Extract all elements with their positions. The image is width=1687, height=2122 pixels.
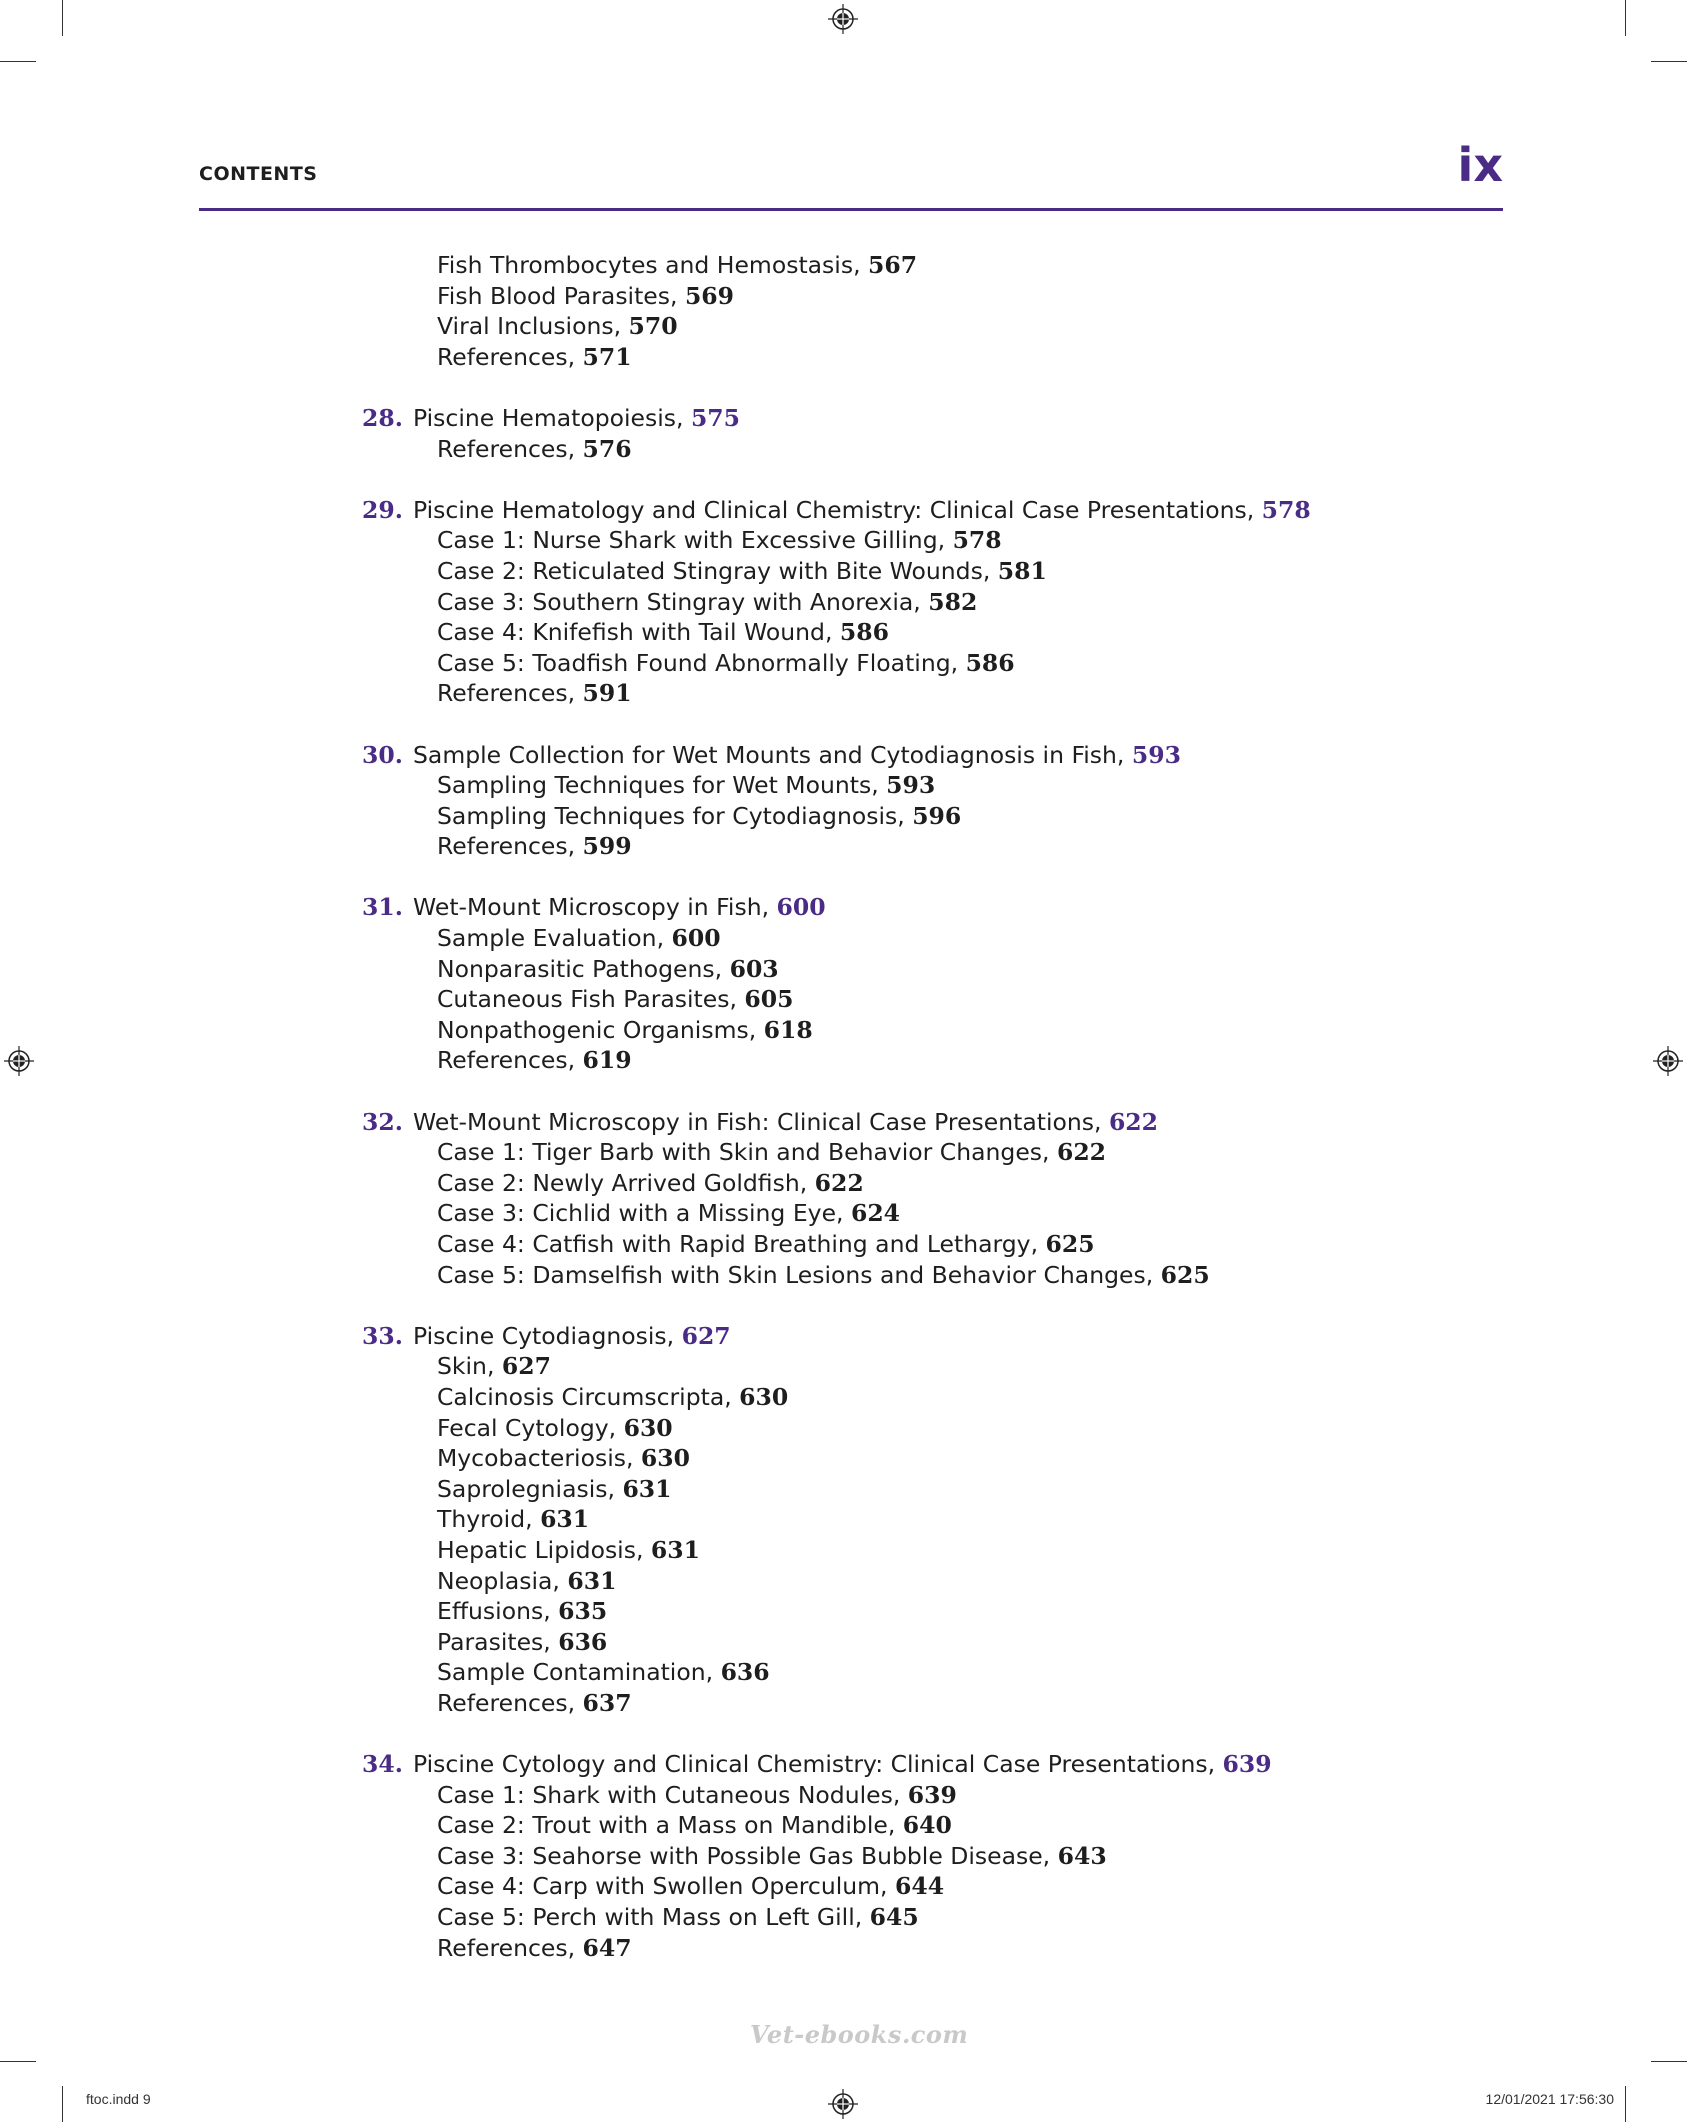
entry-page-number: 631 [650, 1535, 700, 1564]
slug-timestamp: 12/01/2021 17:56:30 [1485, 2091, 1614, 2107]
crop-mark [0, 61, 36, 62]
chapter-title: Piscine Cytodiagnosis, [413, 1321, 682, 1350]
chapter-heading [364, 892, 1564, 923]
entry-title: Case 5: Perch with Mass on Left Gill, [437, 1903, 870, 1932]
entry-title: References, [437, 1933, 583, 1962]
toc-chapter [364, 740, 1564, 862]
toc-chapter [364, 403, 1564, 464]
toc-entry [364, 1535, 1564, 1566]
entry-title: Hepatic Lipidosis, [437, 1535, 651, 1564]
chapter-heading [364, 1321, 1564, 1352]
entry-page-number: 622 [1056, 1138, 1107, 1167]
entry-page-number: 570 [628, 312, 678, 341]
entry-title: Case 3: Seahorse with Possible Gas Bubble Disease, [437, 1841, 1058, 1870]
entry-title: Fish Thrombocytes and Hemostasis, [437, 251, 869, 279]
entry-title: References, [437, 1688, 583, 1717]
chapter-page-number: 622 [1108, 1107, 1158, 1136]
entry-page-number: 569 [684, 281, 735, 310]
entry-title: Case 2: Reticulated Stingray with Bite Wounds, [437, 556, 998, 585]
entry-title: Sample Evaluation, [437, 924, 672, 953]
entry-page-number: 599 [582, 832, 632, 861]
toc-entry [364, 587, 1564, 618]
toc-entry [364, 1688, 1564, 1719]
crop-mark [1625, 0, 1626, 36]
entry-title: Parasites, [437, 1627, 559, 1656]
toc-entry [364, 1168, 1564, 1199]
toc-entry [364, 311, 1564, 342]
entry-page-number: 624 [850, 1199, 901, 1228]
toc-chapter [364, 1107, 1564, 1291]
entry-page-number: 622 [814, 1168, 864, 1197]
chapter-title: Wet-Mount Microscopy in Fish, [413, 893, 777, 922]
entry-title: References, [437, 832, 583, 861]
entry-title: Skin, [437, 1352, 502, 1381]
entry-page-number: 600 [671, 924, 721, 953]
entry-page-number: 635 [558, 1597, 608, 1626]
chapter-number: 31. [362, 893, 403, 922]
crop-mark [1651, 2061, 1687, 2062]
chapter-page-number: 639 [1222, 1750, 1272, 1779]
entry-title: Nonpathogenic Organisms, [437, 1015, 764, 1044]
entry-title: Case 3: Southern Stingray with Anorexia, [437, 587, 929, 616]
table-of-contents [364, 250, 1564, 1994]
entry-title: Saprolegniasis, [437, 1474, 623, 1503]
toc-entry [364, 1015, 1564, 1046]
toc-entry [364, 525, 1564, 556]
chapter-title: Wet-Mount Microscopy in Fish: Clinical Case Presentations, [413, 1107, 1109, 1136]
entry-page-number: 636 [558, 1627, 608, 1656]
entry-page-number: 636 [720, 1658, 770, 1687]
entry-page-number: 596 [912, 801, 962, 830]
entry-page-number: 581 [997, 556, 1047, 585]
toc-entry [364, 1871, 1564, 1902]
toc-entry [364, 984, 1564, 1015]
toc-entry [364, 770, 1564, 801]
chapter-heading [364, 1749, 1564, 1780]
crop-mark [0, 2061, 36, 2062]
entry-page-number: 576 [582, 434, 632, 463]
chapter-number: 29. [362, 495, 403, 524]
entry-page-number: 618 [763, 1015, 813, 1044]
chapter-number: 30. [362, 740, 403, 769]
toc-entry [364, 1045, 1564, 1076]
toc-chapter [364, 892, 1564, 1076]
toc-entry [364, 1351, 1564, 1382]
crop-mark [1625, 2086, 1626, 2122]
chapter-number: 33. [362, 1321, 403, 1350]
chapter-heading [364, 1107, 1564, 1138]
chapter-page-number: 578 [1261, 495, 1311, 524]
page-number: ix [1457, 138, 1503, 192]
entry-title: Case 4: Carp with Swollen Operculum, [437, 1872, 895, 1901]
chapter-number: 28. [362, 403, 403, 432]
entry-title: Nonparasitic Pathogens, [437, 954, 730, 983]
registration-mark-icon [828, 4, 858, 34]
entry-page-number: 630 [640, 1444, 690, 1473]
toc-entry [364, 648, 1564, 679]
entry-title: References, [437, 434, 583, 463]
toc-chapter [364, 250, 1564, 372]
registration-mark-icon [828, 2089, 858, 2119]
entry-title: Sample Contamination, [437, 1658, 721, 1687]
toc-entry [364, 1841, 1564, 1872]
entry-title: Sampling Techniques for Wet Mounts, [437, 771, 887, 800]
entry-title: Case 3: Cichlid with a Missing Eye, [437, 1199, 851, 1228]
entry-title: References, [437, 342, 583, 371]
chapter-heading [364, 403, 1564, 434]
entry-title: Case 1: Shark with Cutaneous Nodules, [437, 1780, 908, 1809]
toc-entry [364, 1566, 1564, 1597]
entry-title: Case 5: Damselfish with Skin Lesions and Behavior Changes, [437, 1260, 1161, 1289]
registration-mark-icon [1653, 1046, 1683, 1076]
entry-page-number: 645 [869, 1903, 919, 1932]
entry-title: Case 1: Nurse Shark with Excessive Gilling, [437, 526, 953, 555]
entry-page-number: 603 [729, 954, 779, 983]
toc-entry [364, 1780, 1564, 1811]
toc-entry [364, 1137, 1564, 1168]
entry-title: Case 4: Catfish with Rapid Breathing and Lethargy, [437, 1230, 1046, 1258]
crop-mark [1651, 61, 1687, 62]
entry-page-number: 578 [952, 526, 1002, 555]
entry-page-number: 593 [886, 771, 936, 800]
toc-chapter [364, 1749, 1564, 1963]
chapter-page-number: 600 [776, 893, 826, 922]
toc-entry [364, 281, 1564, 312]
entry-title: Sampling Techniques for Cytodiagnosis, [437, 801, 913, 830]
entry-page-number: 639 [907, 1780, 957, 1809]
entry-title: Case 1: Tiger Barb with Skin and Behavior Changes, [437, 1138, 1057, 1167]
chapter-page-number: 627 [681, 1321, 731, 1350]
entry-page-number: 625 [1160, 1260, 1210, 1289]
entry-page-number: 630 [623, 1413, 673, 1442]
entry-page-number: 637 [582, 1688, 632, 1717]
toc-entry [364, 923, 1564, 954]
toc-chapter [364, 495, 1564, 709]
entry-title: References, [437, 1046, 583, 1075]
entry-title: Cutaneous Fish Parasites, [437, 985, 745, 1014]
slug-file-info: ftoc.indd 9 [86, 2091, 151, 2107]
entry-page-number: 627 [501, 1352, 551, 1381]
entry-page-number: 567 [868, 251, 918, 279]
entry-title: Effusions, [437, 1597, 559, 1626]
toc-entry [364, 954, 1564, 985]
toc-entry [364, 1627, 1564, 1658]
toc-entry [364, 556, 1564, 587]
entry-page-number: 640 [902, 1811, 952, 1840]
entry-page-number: 571 [582, 342, 632, 371]
entry-title: Case 2: Newly Arrived Goldfish, [437, 1168, 815, 1197]
toc-entry [364, 1413, 1564, 1444]
toc-entry [364, 617, 1564, 648]
toc-entry [364, 678, 1564, 709]
chapter-number: 34. [362, 1750, 403, 1779]
entry-page-number: 643 [1057, 1841, 1107, 1870]
entry-title: References, [437, 679, 583, 708]
toc-chapter [364, 1321, 1564, 1719]
entry-title: Case 2: Trout with a Mass on Mandible, [437, 1811, 903, 1840]
chapter-heading [364, 495, 1564, 526]
header-rule [199, 208, 1503, 211]
entry-title: Fecal Cytology, [437, 1413, 624, 1442]
toc-entry [364, 1474, 1564, 1505]
toc-entry [364, 831, 1564, 862]
entry-title: Case 5: Toadfish Found Abnormally Floating, [437, 648, 966, 677]
toc-entry [364, 1260, 1564, 1291]
entry-title: Neoplasia, [437, 1566, 568, 1595]
entry-page-number: 631 [622, 1474, 672, 1503]
crop-mark [62, 2086, 63, 2122]
chapter-title: Piscine Hematopoiesis, [413, 403, 691, 432]
entry-page-number: 631 [540, 1505, 590, 1534]
entry-page-number: 591 [582, 679, 632, 708]
entry-page-number: 630 [739, 1382, 789, 1411]
watermark: Vet-ebooks.com [750, 2020, 969, 2049]
entry-page-number: 586 [965, 648, 1015, 677]
registration-mark-icon [4, 1046, 34, 1076]
entry-page-number: 625 [1045, 1230, 1095, 1258]
toc-entry [364, 1810, 1564, 1841]
entry-page-number: 605 [744, 985, 794, 1014]
entry-page-number: 582 [928, 587, 978, 616]
toc-entry [364, 801, 1564, 832]
entry-title: Calcinosis Circumscripta, [437, 1382, 740, 1411]
chapter-heading [364, 740, 1564, 771]
running-header: CONTENTS [199, 163, 318, 185]
crop-mark [62, 0, 63, 36]
toc-entry [364, 1382, 1564, 1413]
chapter-title: Piscine Hematology and Clinical Chemistry: Clinical Case Presentations, [413, 495, 1262, 524]
entry-title: Fish Blood Parasites, [437, 281, 685, 310]
entry-title: Case 4: Knifefish with Tail Wound, [437, 618, 840, 647]
entry-page-number: 586 [839, 618, 889, 647]
entry-title: Viral Inclusions, [437, 312, 629, 341]
toc-entry [364, 1657, 1564, 1688]
toc-entry [364, 1229, 1564, 1260]
toc-entry [364, 1933, 1564, 1964]
chapter-page-number: 575 [690, 403, 741, 432]
toc-entry [364, 1504, 1564, 1535]
chapter-page-number: 593 [1131, 740, 1181, 769]
chapter-title: Sample Collection for Wet Mounts and Cytodiagnosis in Fish, [413, 740, 1132, 769]
entry-title: Mycobacteriosis, [437, 1444, 641, 1473]
toc-entry [364, 342, 1564, 373]
entry-page-number: 631 [567, 1566, 617, 1595]
chapter-number: 32. [362, 1107, 403, 1136]
toc-entry [364, 250, 1564, 281]
toc-entry [364, 1198, 1564, 1229]
entry-title: Thyroid, [437, 1505, 541, 1534]
toc-entry [364, 434, 1564, 465]
toc-entry [364, 1443, 1564, 1474]
toc-entry [364, 1902, 1564, 1933]
chapter-title: Piscine Cytology and Clinical Chemistry: Clinical Case Presentations, [413, 1750, 1223, 1779]
entry-page-number: 619 [582, 1046, 632, 1075]
entry-page-number: 644 [895, 1872, 945, 1901]
entry-page-number: 647 [582, 1933, 632, 1962]
toc-entry [364, 1596, 1564, 1627]
